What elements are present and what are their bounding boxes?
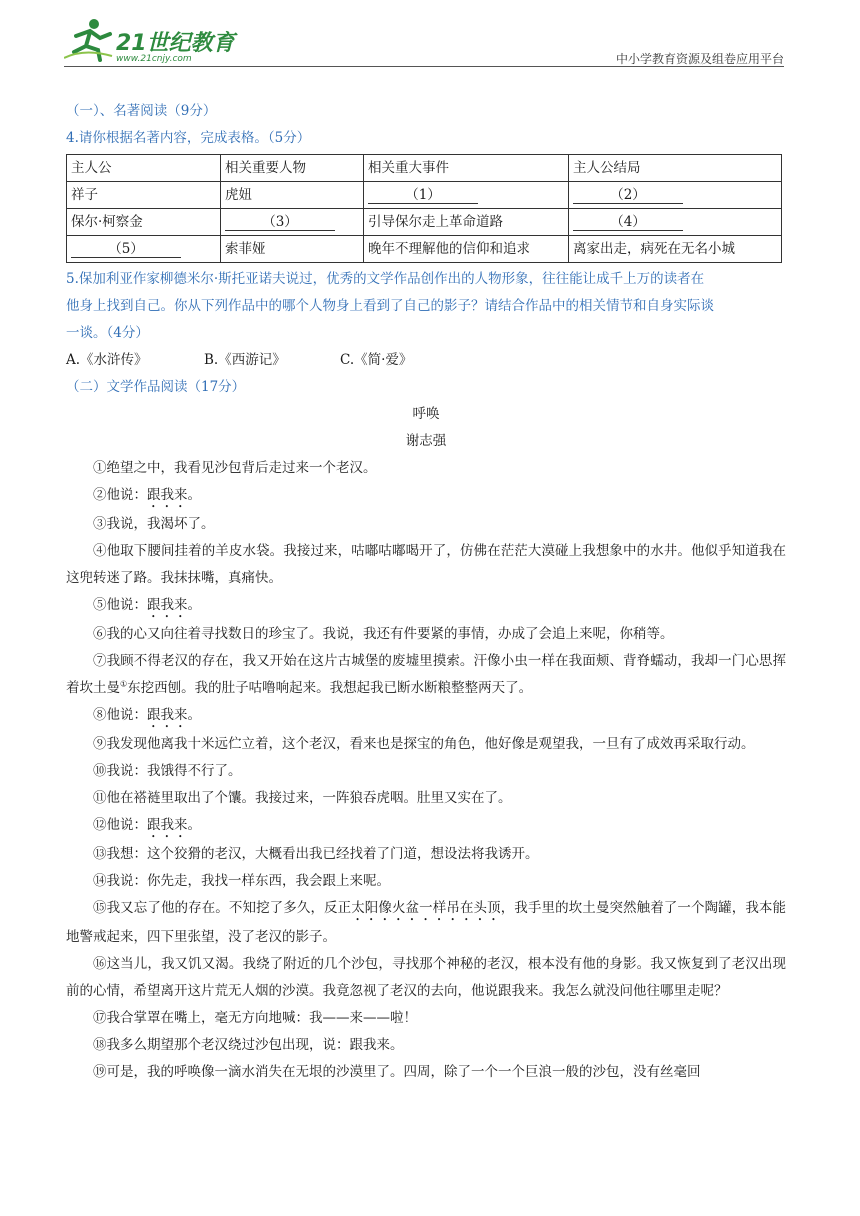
paragraph: ⑪他在褡裢里取出了个馕。我接过来，一阵狼吞虎咽。肚里又实在了。 — [93, 790, 512, 806]
paragraph: ⑭我说：你先走，我找一样东西，我会跟上来呢。 — [93, 873, 390, 889]
paragraph: ③我说，我渴坏了。 — [93, 516, 215, 532]
footnote-marker: ① — [120, 679, 128, 689]
paragraph: ⑦我顾不得老汉的存在，我又开始在这片古城堡的废墟里摸索。汗像小虫一样在我面颊、背脊蠕动，我却一门心思挥着坎土曼①东挖西刨。我的肚子咕噜响起来。我想起我已断水断粮整整两天了。 — [66, 653, 786, 696]
table-cell: 索菲娅 — [221, 236, 364, 263]
emphasis-text: 跟我来 — [147, 487, 188, 503]
runner-logo-icon — [64, 18, 114, 62]
emphasis-text: 跟我来 — [147, 707, 188, 723]
table-row — [67, 182, 782, 209]
table-cell: 引导保尔走上革命道路 — [364, 209, 569, 236]
platform-name: 中小学教育资源及组卷应用平台 — [615, 52, 784, 66]
section-heading: （二）文学作品阅读（17分） — [66, 379, 246, 395]
table-header-cell: 主人公结局 — [569, 155, 782, 182]
works-table — [66, 154, 782, 263]
section-heading: （一）、名著阅读（9分） — [66, 103, 217, 119]
option-c: C.《简·爱》 — [340, 352, 413, 368]
paragraph: ⑰我合掌罩在嘴上，毫无方向地喊：我——来——啦！ — [93, 1010, 417, 1026]
emphasis-text: 跟我来 — [147, 597, 188, 613]
paragraph: ⑤他说：跟我来。 — [93, 597, 201, 613]
paragraph: ④他取下腰间挂着的羊皮水袋。我接过来，咕嘟咕嘟喝开了，仿佛在茫茫大漠碰上我想象中的水井。他似乎知道我在这兜转迷了路。我抹抹嘴，真痛快。 — [66, 543, 786, 586]
question-4: 4.请你根据名著内容，完成表格。（5分） — [66, 130, 311, 146]
table-cell — [569, 182, 782, 209]
table-header-row — [67, 155, 782, 182]
table-header-cell: 主人公 — [67, 155, 221, 182]
table-cell — [364, 182, 569, 209]
table-header-cell: 相关重要人物 — [221, 155, 364, 182]
table-cell: 祥子 — [67, 182, 221, 209]
page-header — [0, 0, 860, 72]
header-divider — [64, 66, 784, 67]
paragraph: ⑯这当儿，我又饥又渴。我绕了附近的几个沙包，寻找那个神秘的老汉，根本没有他的身影。我又恢复到了老汉出现前的心情，希望离开这片荒无人烟的沙漠。我竟忽视了老汉的去向，他说跟我来。我怎么就没问他往哪里走呢？ — [66, 956, 786, 999]
answer-blank: （3） — [225, 214, 335, 231]
question-5-line: 他身上找到自己。你从下列作品中的哪个人物身上看到了自己的影子？请结合作品中的相关情节和自身实际谈 — [66, 298, 714, 314]
paragraph: ⑬我想：这个狡猾的老汉，大概看出我已经找着了门道，想设法将我诱开。 — [93, 846, 539, 862]
answer-options — [66, 347, 786, 374]
paragraph: ⑮我又忘了他的存在。不知挖了多久，反正太阳像火盆一样吊在头顶，我手里的坎土曼突然触着了一个陶罐，我本能地警戒起来，四下里张望，没了老汉的影子。 — [66, 900, 787, 945]
table-header-cell: 相关重大事件 — [364, 155, 569, 182]
logo — [64, 18, 234, 70]
emphasis-text: 太阳像火盆一样吊在头顶 — [351, 900, 501, 916]
table-cell — [221, 209, 364, 236]
paragraph: ⑩我说：我饿得不行了。 — [93, 763, 242, 779]
table-row — [67, 209, 782, 236]
paragraph: ①绝望之中，我看见沙包背后走过来一个老汉。 — [93, 460, 377, 476]
emphasis-text: 跟我来 — [147, 817, 188, 833]
table-cell: 离家出走，病死在无名小城 — [569, 236, 782, 263]
paragraph: ②他说：跟我来。 — [93, 487, 201, 503]
paragraph: ⑫他说：跟我来。 — [93, 817, 201, 833]
document-body — [66, 98, 786, 1086]
paragraph: ⑧他说：跟我来。 — [93, 707, 201, 723]
paragraph: ⑨我发现他离我十米远伫立着，这个老汉，看来也是探宝的角色，他好像是观望我，一旦有了成效再采取行动。 — [93, 736, 755, 752]
answer-blank: （4） — [573, 214, 683, 231]
answer-blank: （1） — [368, 187, 478, 204]
option-a: A.《水浒传》 — [66, 352, 148, 368]
answer-blank: （2） — [573, 187, 683, 204]
table-cell: 晚年不理解他的信仰和追求 — [364, 236, 569, 263]
answer-blank: （5） — [71, 241, 181, 258]
option-b: B.《西游记》 — [204, 352, 286, 368]
article-author: 谢志强 — [405, 433, 447, 449]
table-cell: 虎妞 — [221, 182, 364, 209]
logo-url: www.21cnjy.com — [116, 54, 192, 64]
table-row — [67, 236, 782, 263]
table-cell — [67, 236, 221, 263]
question-5-line: 一谈。（4分） — [66, 325, 149, 341]
article-title: 呼唤 — [412, 406, 440, 422]
paragraph: ⑥我的心又向往着寻找数日的珍宝了。我说，我还有件要紧的事情，办成了会追上来呢，你稍等。 — [93, 626, 674, 642]
paragraph: ⑱我多么期望那个老汉绕过沙包出现，说：跟我来。 — [93, 1037, 404, 1053]
logo-text: 21世纪教育 — [116, 31, 235, 56]
question-5-line: 5.保加利亚作家柳德米尔·斯托亚诺夫说过，优秀的文学作品创作出的人物形象，往往能让成千上万的读者在 — [66, 271, 705, 287]
paragraph: ⑲可是，我的呼唤像一滴水消失在无垠的沙漠里了。四周，除了一个一个巨浪一般的沙包，没有丝毫回 — [93, 1064, 701, 1080]
table-cell — [569, 209, 782, 236]
table-cell: 保尔·柯察金 — [67, 209, 221, 236]
